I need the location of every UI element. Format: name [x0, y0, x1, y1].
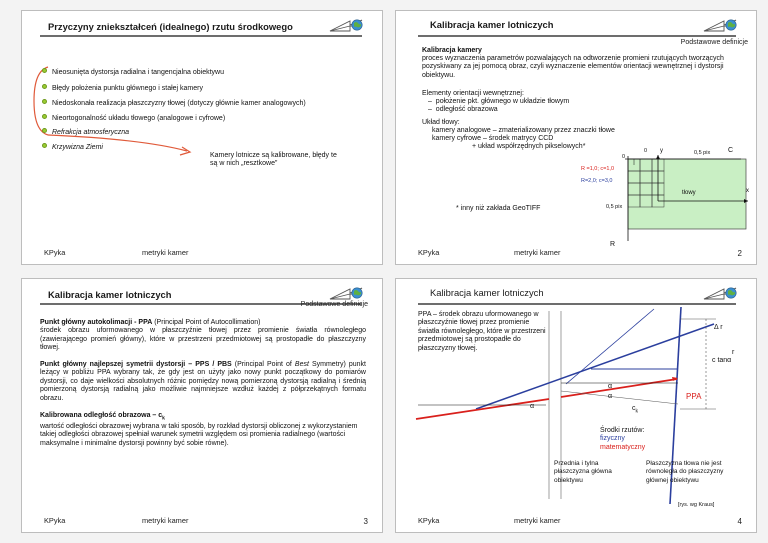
label-alpha-2: α: [608, 393, 613, 400]
footer-author: KPyka: [418, 516, 440, 525]
footer-author: KPyka: [44, 516, 66, 525]
list-item: Nieosunięta dystorsja radialna i tangencjalna obiektywu: [42, 69, 224, 76]
definition: proces wyznaczenia parametrów pozwalających na odtworzenie promieni rzutujących tworzących pozyskiwany za jej pomocą obraz, czyli wyznaczenie elementów orientacji wewnętrznej i dystorsji obiektywu.: [422, 55, 724, 79]
slide-4: [395, 278, 757, 533]
footer-subject: metryki kamer: [142, 248, 189, 257]
label-delta-r: Δ r: [714, 324, 723, 331]
elements-title: Elementy orientacji wewnętrznej:: [422, 90, 524, 97]
slide-title: Kalibracja kamer lotniczych: [48, 289, 172, 300]
list-item: Nieortogonalność układu tłowego (analogowe i cyfrowe): [42, 115, 225, 122]
list-item: Krzywizna Ziemi: [42, 144, 103, 151]
slide-title: Kalibracja kamer lotniczych: [430, 287, 544, 298]
page-number: 3: [363, 517, 368, 526]
bullet-icon: [42, 99, 47, 104]
definition-ck: Kalibrowana odległość obrazowa – $c_k$ wartość odległości obrazowej wybrana w taki sposób, by rozkład dystorsji obliczonej z wykorzystaniem takiej odległości obrazowej spełniał warunek symetrii względem osi promienia radialnego (wartości maksymalne i minimalne dystorsji powinny być sobie równe).: [40, 412, 358, 447]
half-pix-top: 0,5 pix: [694, 150, 711, 156]
box-label: tłowy: [682, 190, 696, 196]
label-alpha-3: α: [530, 403, 535, 410]
bullet-icon: [42, 114, 47, 119]
slide-3: [21, 278, 383, 533]
definition-pps: Punkt główny najlepszej symetrii dystorsji – PPS / PBS (Principal Point of Best Symmetry) punkt leżący w pobliżu PPA wybrany tak, że gdy jest on użyty jako nowy punkt początkowy do pomiarów dystorsji, co daje wielkości absolutnych różnic pomiędzy nową pomierzoną dystorsją radialną i średnią pomierzoną dystorsją radialną jako możliwie najmniejsze wzdłuż każdej z półprzekątnych formatu obrazu.: [40, 361, 366, 402]
half-pix-left: 0,5 pix: [606, 204, 623, 210]
footer-author: KPyka: [44, 248, 66, 257]
slide-2: [395, 10, 757, 265]
bullet-icon: [42, 84, 47, 89]
list-item: kamery cyfrowe – środek matrycy CCD: [432, 135, 554, 142]
footer-subject: metryki kamer: [514, 516, 561, 525]
label-ctan: c tanα: [712, 357, 732, 364]
axis-y: y: [660, 148, 663, 154]
list-item: Refrakcja atmosferyczna: [42, 129, 129, 136]
bullet-icon: [42, 143, 47, 148]
list-item: Niedoskonała realizacja płaszczyzny tłowej (dotyczy głównie kamer analogowych): [42, 100, 306, 107]
page-number: 4: [737, 517, 742, 526]
axis-r: R: [610, 241, 616, 248]
section-label: Podstawowe definicje: [300, 301, 368, 308]
list-item: – położenie pkt. głównego w układzie tłowym: [428, 98, 570, 105]
footer-author: KPyka: [418, 248, 440, 257]
definition-ppa: Punkt główny autokolimacji - PPA (Principal Point of Autocollimation) środek obrazu uformowanego w płaszczyźnie tłowej przez promienie światła równoległego (zawierającego promień główny), które w przestrzeni przedmiotowej są prostopadłe do płaszczyzny tłowej.: [40, 319, 366, 352]
ppa-text: PPA – środek obrazu uformowanego w płaszczyźnie tłowej przez promienie światła równoległego, które w przestrzeni przedmiotowej są prostopadłe do płaszczyzny tłowej.: [418, 311, 546, 352]
list-item: Błędy położenia punktu głównego i stałej kamery: [42, 85, 203, 92]
srodki-rzutow: Środki rzutów: fizyczny matematyczny: [600, 427, 646, 451]
footer-subject: metryki kamer: [142, 516, 189, 525]
caption-principal-planes: Przednia i tylna płaszczyzna główna obiektywu: [554, 460, 612, 484]
bullet-icon: [42, 68, 47, 73]
page-number: 2: [737, 249, 742, 258]
footer-subject: metryki kamer: [514, 248, 561, 257]
label-r: r: [732, 349, 735, 356]
pixel-label-2: R=2,0; c=3,0: [581, 178, 613, 184]
pixel-label-1: R =1,0; c=1,0: [581, 166, 615, 172]
slide-title: Kalibracja kamer lotniczych: [430, 19, 554, 30]
callout-text: Kamery lotnicze są kalibrowane, błędy te są w nich „resztkowe”: [210, 152, 337, 168]
zero-left: 0: [622, 154, 626, 160]
zero-top: 0: [644, 148, 648, 154]
caption-image-plane: Płaszczyzna tłowa nie jest równoległa do płaszczyzny głównej obiektywu: [646, 460, 724, 484]
source-note: [rys. wg Kraus]: [678, 502, 715, 508]
label-alpha-1: α: [608, 383, 613, 390]
list-item: – odległość obrazowa: [428, 106, 498, 113]
heading: Kalibracja kamery: [422, 47, 482, 54]
slide-1: [21, 10, 383, 265]
bracket-arrow: [22, 11, 383, 265]
section-label: Podstawowe definicje: [680, 39, 748, 46]
label-ck: $c_k$: [632, 405, 638, 415]
pixel-coordinate-diagram: [396, 11, 757, 265]
list-item: + układ współrzędnych pikselowych*: [472, 143, 586, 150]
uklad-title: Układ tłowy:: [422, 119, 460, 126]
list-item: kamery analogowe – zmaterializowany przez znaczki tłowe: [432, 127, 615, 134]
axis-x: x: [746, 188, 749, 194]
slide-title: Przyczyny zniekształceń (idealnego) rzutu środkowego: [48, 21, 293, 32]
footnote: * inny niż zakłada GeoTIFF: [456, 205, 541, 212]
bullet-icon: [42, 128, 47, 133]
label-ppa: PPA: [686, 392, 702, 401]
axis-c: C: [728, 147, 734, 154]
